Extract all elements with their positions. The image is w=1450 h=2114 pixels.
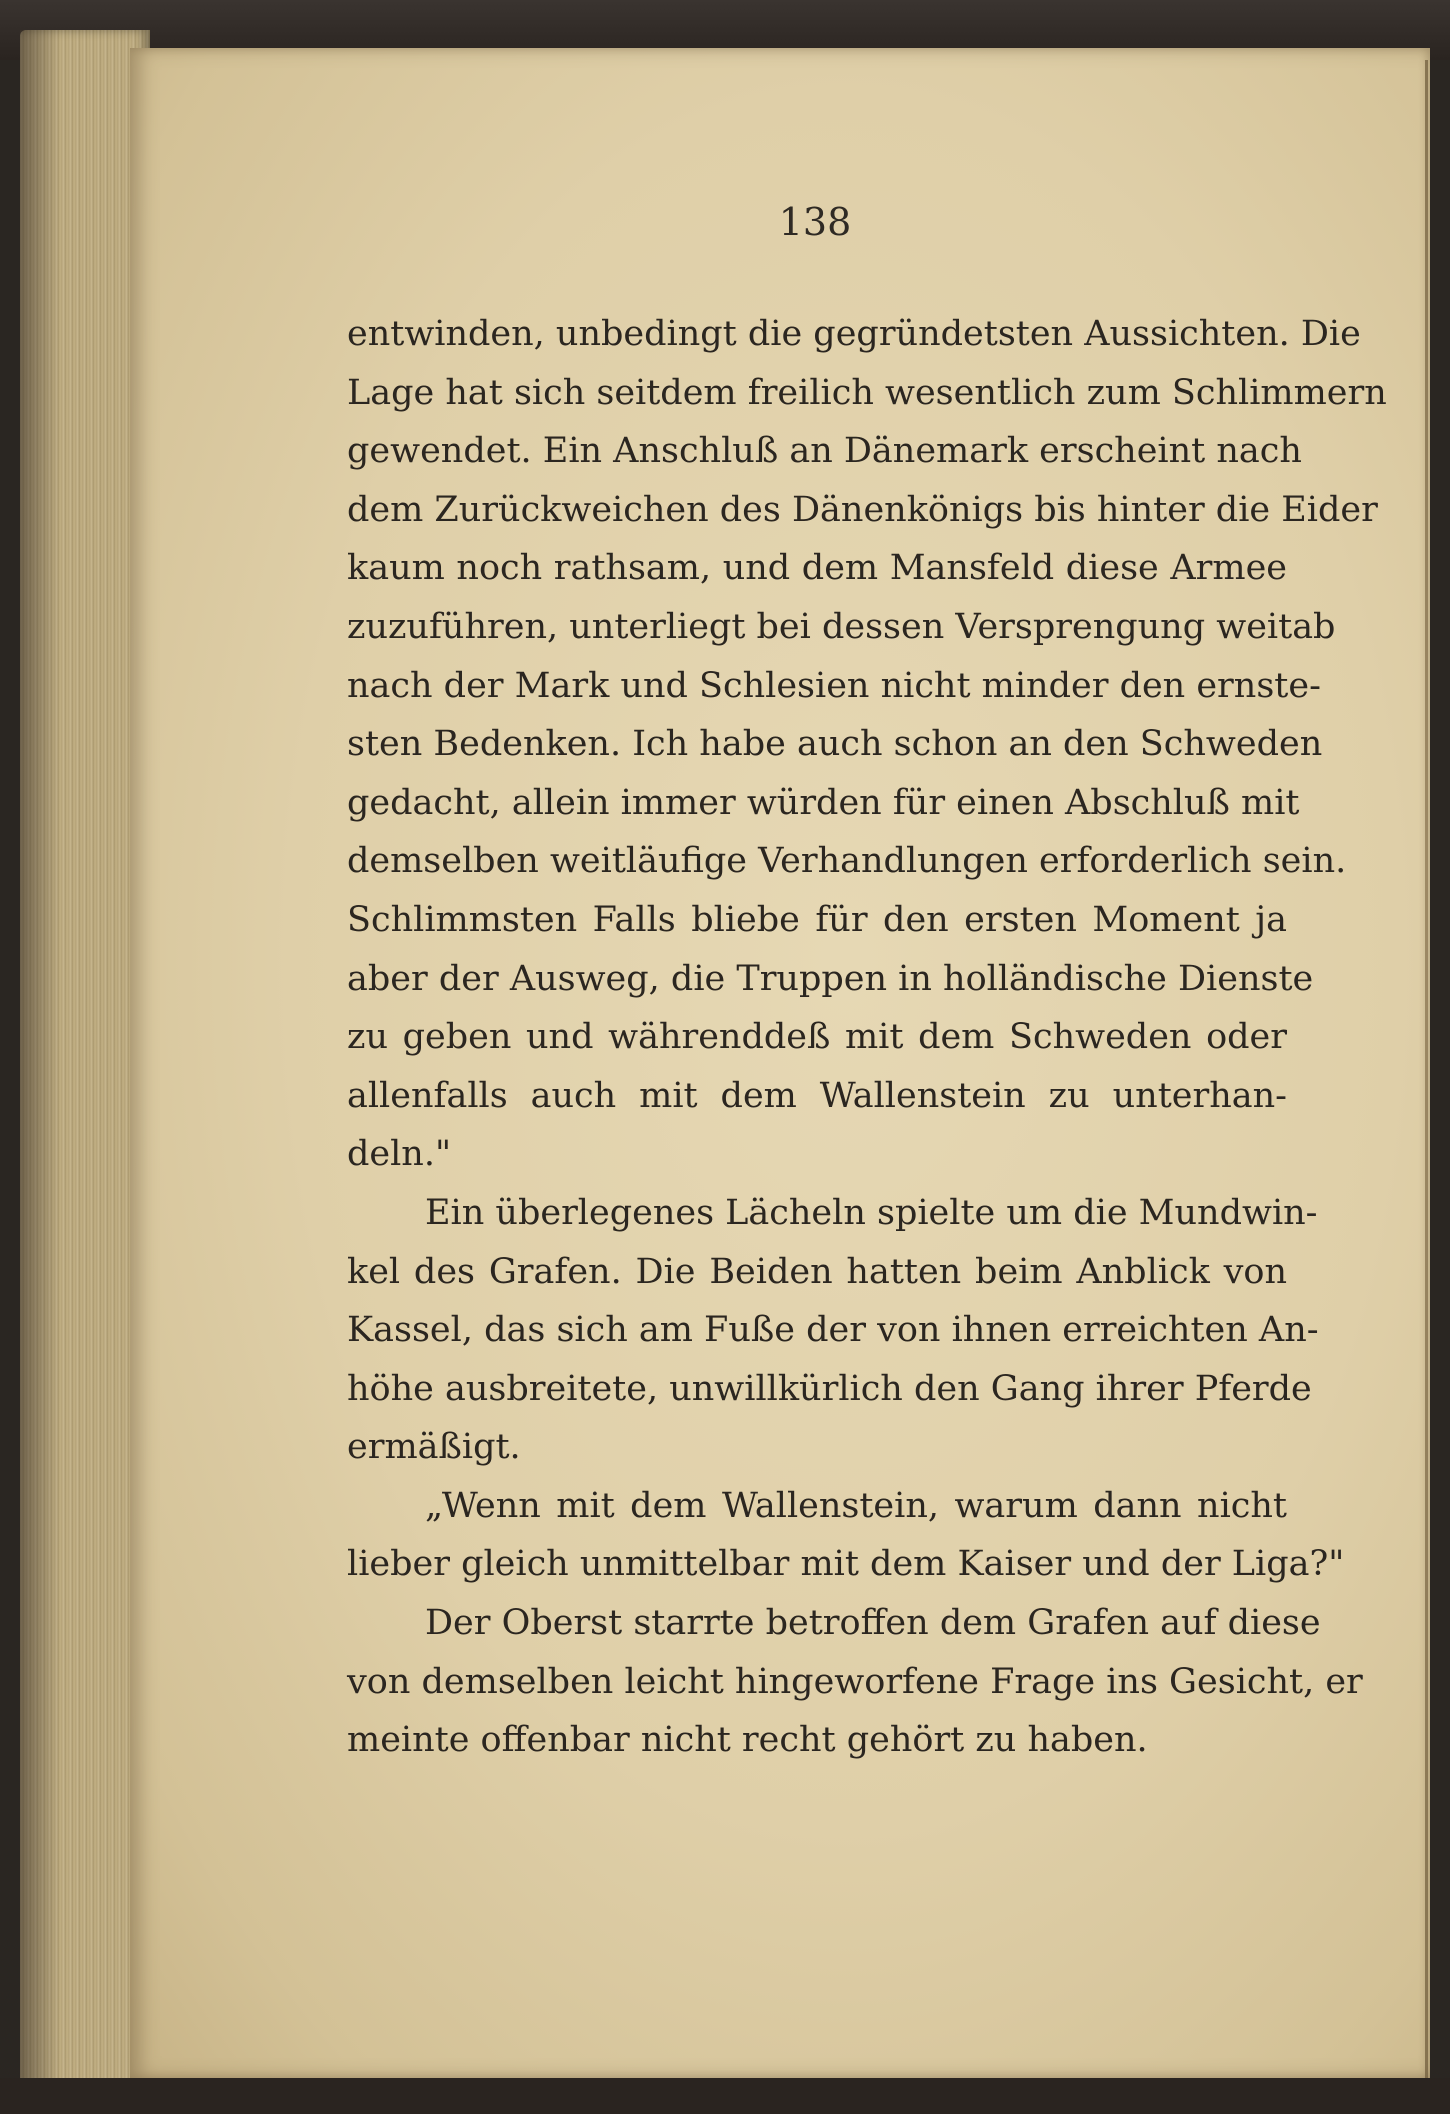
text-line: „Wenn mit dem Wallenstein, warum dann nicht bbox=[425, 1485, 1287, 1526]
text-line: lieber gleich unmittelbar mit dem Kaiser und der Liga?" bbox=[347, 1544, 1345, 1585]
text-line: gewendet. Ein Anschluß an Dänemark erscheint nach bbox=[347, 431, 1302, 472]
text-line: von demselben leicht hingeworfene Frage ins Gesicht, er bbox=[347, 1661, 1363, 1702]
text-line: ermäßigt. bbox=[347, 1427, 521, 1468]
page-text bbox=[347, 305, 1387, 1770]
text-line: demselben weitläufige Verhandlungen erforderlich sein. bbox=[347, 841, 1347, 882]
text-line: allenfalls auch mit dem Wallenstein zu unterhan- bbox=[347, 1075, 1287, 1116]
page-number: 138 bbox=[778, 200, 852, 244]
text-line: Kassel, das sich am Fuße der von ihnen erreichten An- bbox=[347, 1310, 1319, 1351]
text-line: kaum noch rathsam, und dem Mansfeld diese Armee bbox=[347, 548, 1287, 589]
text-line: zu geben und währenddeß mit dem Schweden oder bbox=[347, 1017, 1287, 1058]
text-line: dem Zurückweichen des Dänenkönigs bis hinter die Eider bbox=[347, 489, 1378, 530]
text-line: meinte offenbar nicht recht gehört zu haben. bbox=[347, 1720, 1148, 1761]
text-line: deln." bbox=[347, 1134, 452, 1175]
text-line: kel des Grafen. Die Beiden hatten beim Anblick von bbox=[347, 1251, 1287, 1292]
text-line: Schlimmsten Falls bliebe für den ersten Moment ja bbox=[347, 899, 1287, 940]
text-line: Lage hat sich seitdem freilich wesentlich zum Schlimmern bbox=[347, 372, 1387, 413]
text-line: gedacht, allein immer würden für einen Abschluß mit bbox=[347, 782, 1300, 823]
text-line: Der Oberst starrte betroffen dem Grafen auf diese bbox=[425, 1603, 1321, 1644]
text-line: aber der Ausweg, die Truppen in holländische Dienste bbox=[347, 958, 1314, 999]
page-right-edge bbox=[1425, 60, 1428, 2090]
text-line: sten Bedenken. Ich habe auch schon an den Schweden bbox=[347, 724, 1323, 765]
text-line: höhe ausbreitete, unwillkürlich den Gang ihrer Pferde bbox=[347, 1368, 1312, 1409]
text-line: nach der Mark und Schlesien nicht minder den ernste- bbox=[347, 665, 1321, 706]
book-bottom-edge bbox=[0, 2078, 1450, 2114]
text-line: zuzuführen, unterliegt bei dessen Versprengung weitab bbox=[347, 606, 1336, 647]
text-line: entwinden, unbedingt die gegründetsten Aussichten. Die bbox=[347, 314, 1361, 354]
text-line: Ein überlegenes Lächeln spielte um die Mundwin- bbox=[425, 1192, 1318, 1233]
